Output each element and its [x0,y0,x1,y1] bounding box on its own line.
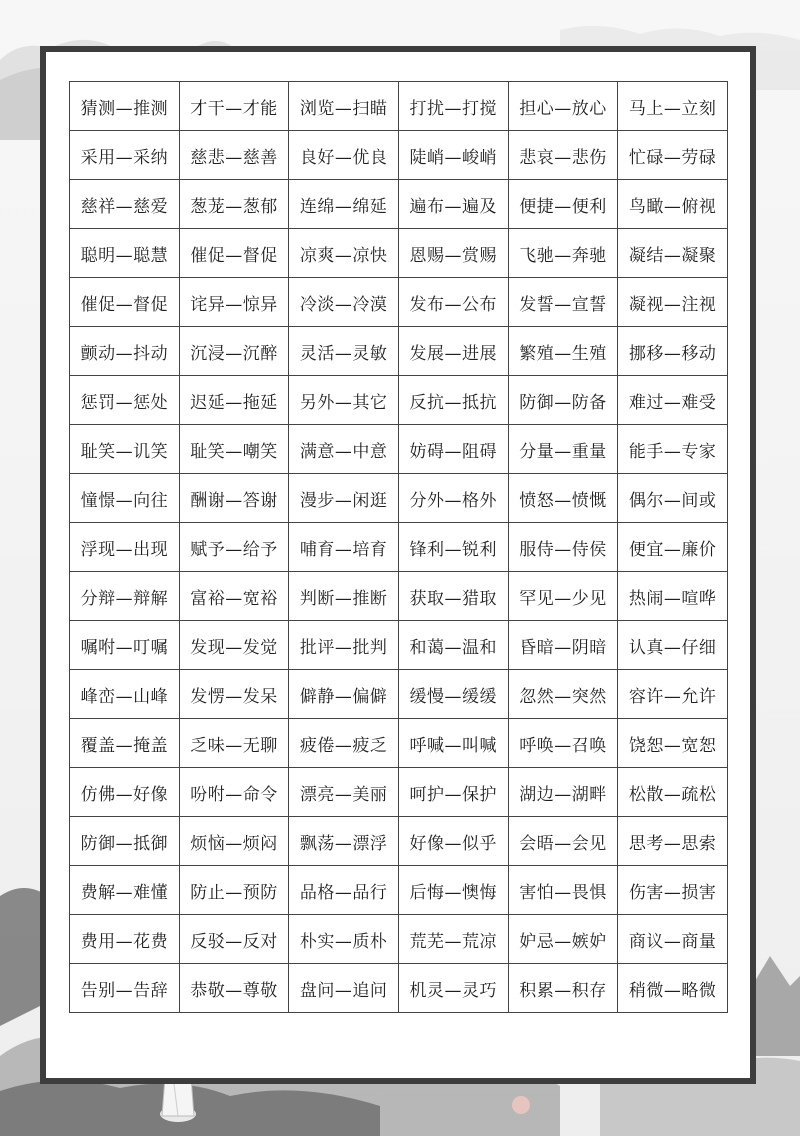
synonym-pair-cell: 哺育—培育 [289,523,399,572]
synonym-pair-cell: 担心—放心 [508,82,618,131]
synonym-pair-cell: 耻笑—讥笑 [70,425,180,474]
table-row [70,376,728,425]
synonym-pair-cell: 乏味—无聊 [179,719,289,768]
synonym-pair-cell: 害怕—畏惧 [508,866,618,915]
table-row [70,229,728,278]
synonym-pair-cell: 葱茏—葱郁 [179,180,289,229]
synonym-pair-cell: 发誓—宣誓 [508,278,618,327]
table-row [70,817,728,866]
table-row [70,866,728,915]
synonym-pair-cell: 疲倦—疲乏 [289,719,399,768]
synonym-pair-cell: 分辩—辩解 [70,572,180,621]
synonym-pair-cell: 飞驰—奔驰 [508,229,618,278]
table-row [70,82,728,131]
synonym-pair-cell: 难过—难受 [618,376,728,425]
table-row [70,327,728,376]
synonym-pair-cell: 酬谢—答谢 [179,474,289,523]
synonym-pair-cell: 判断—推断 [289,572,399,621]
synonym-pair-cell: 覆盖—掩盖 [70,719,180,768]
synonym-pair-cell: 偶尔—间或 [618,474,728,523]
synonym-pair-cell: 告别—告辞 [70,964,180,1013]
synonym-pair-cell: 悲哀—悲伤 [508,131,618,180]
synonym-pair-cell: 愤怒—愤慨 [508,474,618,523]
synonym-pair-cell: 后悔—懊悔 [398,866,508,915]
synonym-pair-cell: 防止—预防 [179,866,289,915]
synonym-pair-cell: 积累—积存 [508,964,618,1013]
synonym-pair-cell: 惩罚—惩处 [70,376,180,425]
synonym-pair-cell: 飘荡—漂浮 [289,817,399,866]
synonym-pair-cell: 忽然—突然 [508,670,618,719]
synonym-pair-cell: 采用—采纳 [70,131,180,180]
synonym-pair-cell: 打扰—打搅 [398,82,508,131]
synonym-pair-cell: 认真—仔细 [618,621,728,670]
synonym-pair-cell: 另外—其它 [289,376,399,425]
synonym-pair-cell: 满意—中意 [289,425,399,474]
table-row [70,474,728,523]
synonym-pair-cell: 好像—似乎 [398,817,508,866]
synonym-pair-cell: 恩赐—赏赐 [398,229,508,278]
synonym-pair-cell: 凝视—注视 [618,278,728,327]
synonym-pair-cell: 思考—思索 [618,817,728,866]
synonym-pair-cell: 罕见—少见 [508,572,618,621]
synonym-pair-cell: 会晤—会见 [508,817,618,866]
synonym-pair-cell: 饶恕—宽恕 [618,719,728,768]
synonym-pair-cell: 和蔼—温和 [398,621,508,670]
synonym-pair-cell: 连绵—绵延 [289,180,399,229]
synonym-pair-cell: 费解—难懂 [70,866,180,915]
synonym-pair-cell: 才干—才能 [179,82,289,131]
synonym-pair-cell: 批评—批判 [289,621,399,670]
synonym-pair-cell: 发展—进展 [398,327,508,376]
synonym-pair-cell: 遍布—遍及 [398,180,508,229]
synonym-pair-cell: 分外—格外 [398,474,508,523]
synonym-pair-cell: 昏暗—阴暗 [508,621,618,670]
synonym-pair-cell: 烦恼—烦闷 [179,817,289,866]
synonym-pair-cell: 漂亮—美丽 [289,768,399,817]
synonym-pair-cell: 热闹—喧哗 [618,572,728,621]
table-row [70,719,728,768]
synonym-pair-cell: 荒芜—荒凉 [398,915,508,964]
synonym-pair-cell: 富裕—宽裕 [179,572,289,621]
synonym-pair-cell: 慈祥—慈爱 [70,180,180,229]
synonym-pair-cell: 获取—猎取 [398,572,508,621]
document-frame [40,46,756,1084]
synonym-pair-cell: 沉浸—沉醉 [179,327,289,376]
synonym-pair-cell: 松散—疏松 [618,768,728,817]
synonym-pair-cell: 漫步—闲逛 [289,474,399,523]
red-seal-dot [512,1096,530,1114]
table-row [70,621,728,670]
table-row [70,278,728,327]
table-row [70,915,728,964]
synonym-table [69,81,728,1013]
table-row [70,572,728,621]
table-row [70,964,728,1013]
table-row [70,768,728,817]
synonym-pair-cell: 憧憬—向往 [70,474,180,523]
synonym-pair-cell: 慈悲—慈善 [179,131,289,180]
synonym-pair-cell: 湖边—湖畔 [508,768,618,817]
synonym-pair-cell: 反抗—抵抗 [398,376,508,425]
synonym-pair-cell: 峰峦—山峰 [70,670,180,719]
synonym-pair-cell: 机灵—灵巧 [398,964,508,1013]
synonym-pair-cell: 呼唤—召唤 [508,719,618,768]
synonym-pair-cell: 鸟瞰—俯视 [618,180,728,229]
synonym-pair-cell: 猜测—推测 [70,82,180,131]
synonym-pair-cell: 马上—立刻 [618,82,728,131]
synonym-pair-cell: 聪明—聪慧 [70,229,180,278]
synonym-pair-cell: 陡峭—峻峭 [398,131,508,180]
table-row [70,670,728,719]
synonym-pair-cell: 忙碌—劳碌 [618,131,728,180]
synonym-pair-cell: 品格—品行 [289,866,399,915]
synonym-pair-cell: 恭敬—尊敬 [179,964,289,1013]
synonym-pair-cell: 发现—发觉 [179,621,289,670]
synonym-pair-cell: 缓慢—缓缓 [398,670,508,719]
synonym-pair-cell: 稍微—略微 [618,964,728,1013]
table-row [70,131,728,180]
table-row [70,523,728,572]
table-row [70,425,728,474]
synonym-pair-cell: 催促—督促 [70,278,180,327]
synonym-pair-cell: 凉爽—凉快 [289,229,399,278]
synonym-pair-cell: 灵活—灵敏 [289,327,399,376]
synonym-pair-cell: 催促—督促 [179,229,289,278]
synonym-pair-cell: 发愣—发呆 [179,670,289,719]
synonym-pair-cell: 服侍—侍侯 [508,523,618,572]
synonym-pair-cell: 商议—商量 [618,915,728,964]
synonym-pair-cell: 赋予—给予 [179,523,289,572]
synonym-pair-cell: 反驳—反对 [179,915,289,964]
synonym-pair-cell: 诧异—惊异 [179,278,289,327]
synonym-pair-cell: 容许—允许 [618,670,728,719]
synonym-pair-cell: 嘱咐—叮嘱 [70,621,180,670]
synonym-pair-cell: 分量—重量 [508,425,618,474]
synonym-pair-cell: 浮现—出现 [70,523,180,572]
synonym-pair-cell: 发布—公布 [398,278,508,327]
synonym-pair-cell: 防御—抵御 [70,817,180,866]
synonym-pair-cell: 妒忌—嫉妒 [508,915,618,964]
synonym-pair-cell: 伤害—损害 [618,866,728,915]
synonym-pair-cell: 锋利—锐利 [398,523,508,572]
synonym-pair-cell: 繁殖—生殖 [508,327,618,376]
synonym-pair-cell: 吩咐—命令 [179,768,289,817]
synonym-pair-cell: 凝结—凝聚 [618,229,728,278]
synonym-pair-cell: 能手—专家 [618,425,728,474]
synonym-pair-cell: 迟延—拖延 [179,376,289,425]
synonym-pair-cell: 仿佛—好像 [70,768,180,817]
synonym-pair-cell: 挪移—移动 [618,327,728,376]
synonym-pair-cell: 呵护—保护 [398,768,508,817]
synonym-pair-cell: 冷淡—冷漠 [289,278,399,327]
synonym-pair-cell: 防御—防备 [508,376,618,425]
synonym-pair-cell: 浏览—扫瞄 [289,82,399,131]
synonym-pair-cell: 良好—优良 [289,131,399,180]
synonym-pair-cell: 费用—花费 [70,915,180,964]
synonym-pair-cell: 朴实—质朴 [289,915,399,964]
synonym-pair-cell: 便捷—便利 [508,180,618,229]
synonym-pair-cell: 盘问—追问 [289,964,399,1013]
synonym-pair-cell: 僻静—偏僻 [289,670,399,719]
synonym-pair-cell: 呼喊—叫喊 [398,719,508,768]
synonym-pair-cell: 颤动—抖动 [70,327,180,376]
synonym-pair-cell: 耻笑—嘲笑 [179,425,289,474]
table-row [70,180,728,229]
synonym-pair-cell: 妨碍—阻碍 [398,425,508,474]
synonym-pair-cell: 便宜—廉价 [618,523,728,572]
